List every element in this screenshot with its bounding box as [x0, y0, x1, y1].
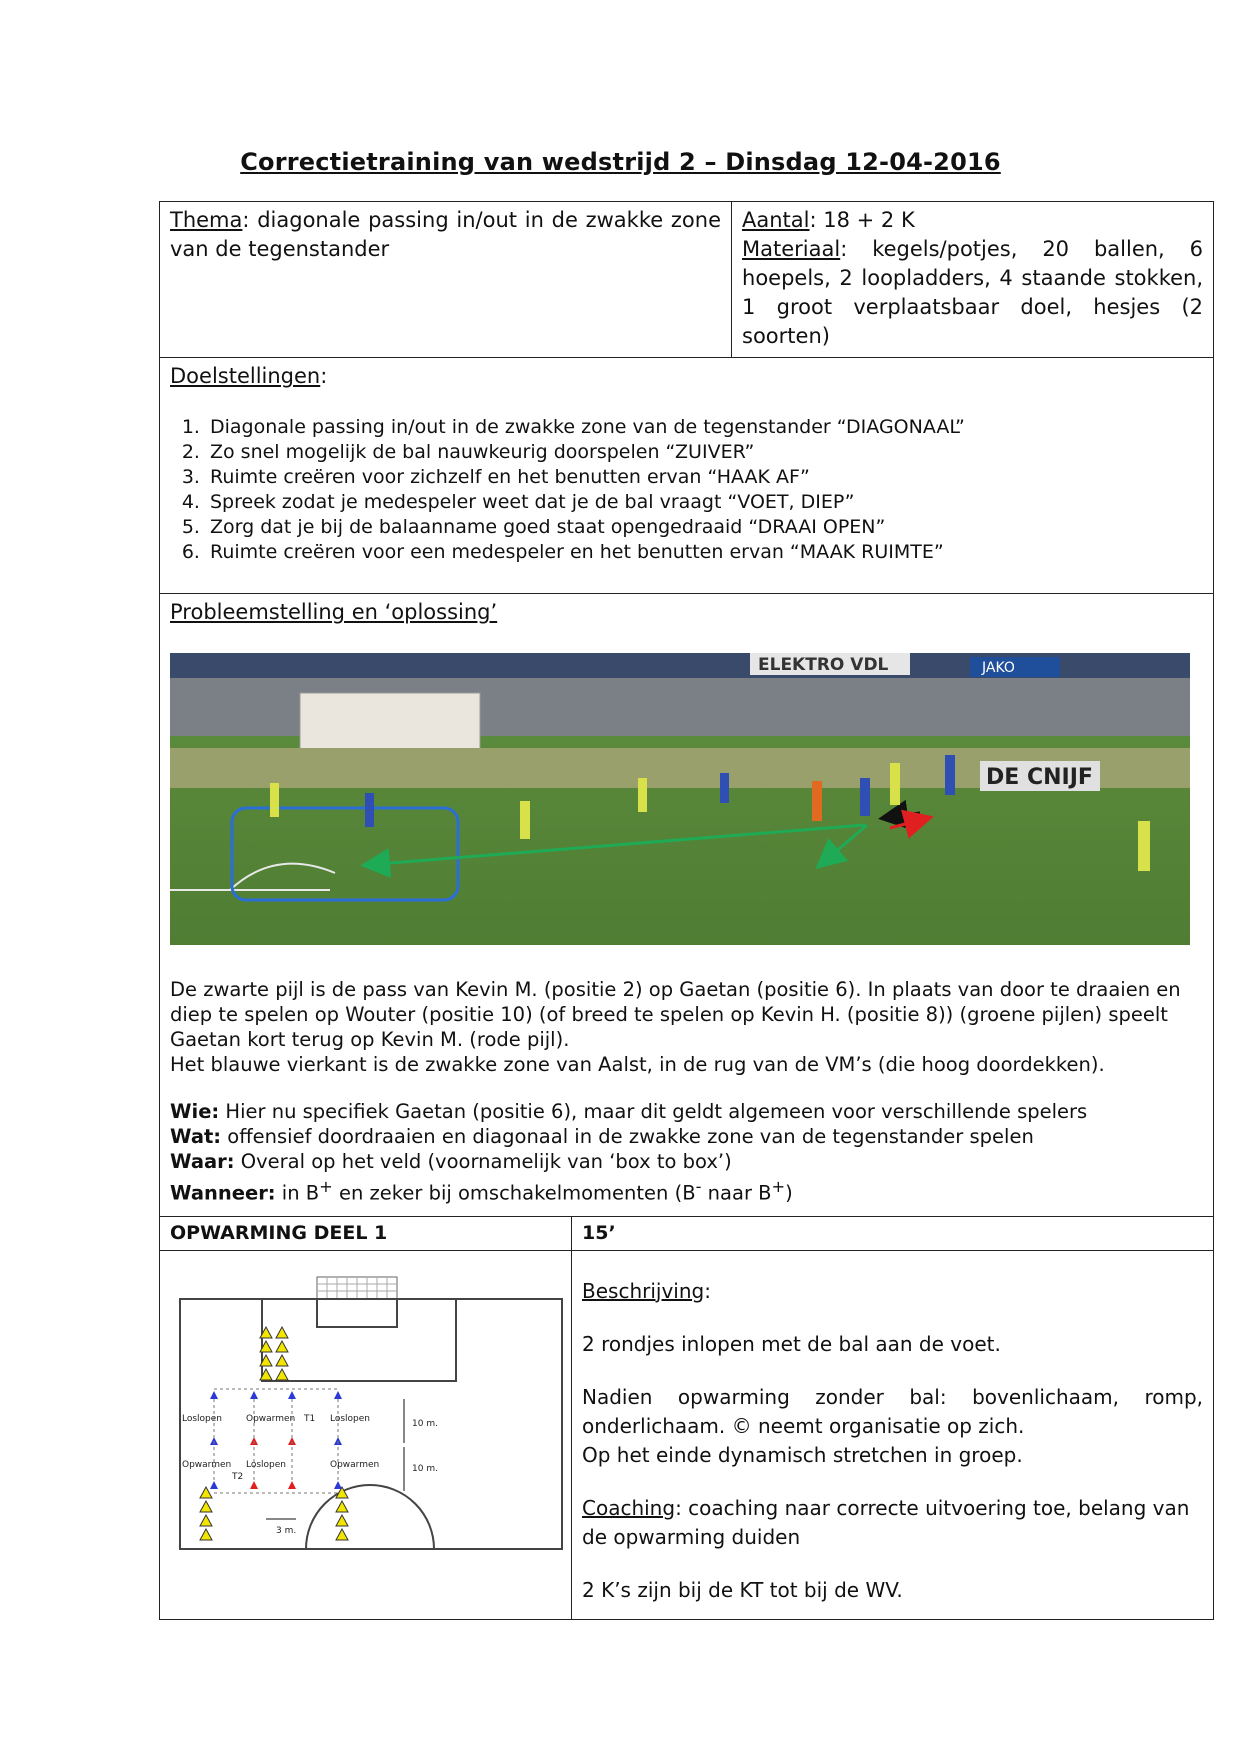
opwarming-duration: 15’ — [582, 1221, 616, 1244]
page-title: Correctietraining van wedstrijd 2 – Dinsdag 12-04-2016 — [240, 148, 1001, 176]
doelstellingen-cell — [160, 358, 1214, 594]
wanneer-text-c: naar B — [701, 1181, 772, 1205]
goal-item: 2. Zo snel mogelijk de bal nauwkeurig doorspelen “ZUIVER” — [206, 440, 1203, 465]
wanneer-line — [170, 1174, 1203, 1206]
label-opwarmen-1: Opwarmen — [246, 1413, 296, 1424]
training-table — [159, 201, 1214, 1620]
doelstellingen-colon: : — [320, 364, 328, 388]
explanation-paragraph-2: Het blauwe vierkant is de zwakke zone van Aalst, in de rug van de VM’s (die hoog doordekken). — [170, 1053, 1105, 1076]
label-opwarmen-2: Opwarmen — [182, 1459, 232, 1470]
coaching-text: : coaching naar correcte uitvoering toe, belang van de opwarming duiden — [582, 1495, 1190, 1549]
label-3m: 3 m. — [276, 1525, 297, 1536]
label-loslopen-1: Loslopen — [182, 1413, 223, 1424]
warmup-p4: 2 K’s zijn bij de KT tot bij de WV. — [582, 1577, 903, 1602]
label-t1: T1 — [304, 1413, 316, 1424]
diagram-cell — [160, 1250, 572, 1619]
aantal-materiaal-cell — [732, 202, 1214, 358]
goal-item: 1. Diagonale passing in/out in de zwakke zone van de tegenstander “DIAGONAAL” — [206, 415, 1203, 440]
goals-list — [170, 415, 1203, 565]
goal-item: 3. Ruimte creëren voor zichzelf en het benutten ervan “HAAK AF” — [206, 465, 1203, 490]
materiaal-text: : kegels/potjes, 20 ballen, 6 hoepels, 2 loopladders, 4 staande stokken, 1 groot verplaatsbaar doel, hesjes (2 soorten) — [742, 237, 1204, 348]
wie-label: Wie: — [170, 1100, 220, 1123]
field-outline — [180, 1299, 562, 1549]
wie-text: Hier nu specifiek Gaetan (positie 6), maar dit geldt algemeen voor verschillende spelers — [219, 1100, 1088, 1123]
wat-line — [170, 1124, 1203, 1149]
wanneer-text-d: ) — [785, 1181, 793, 1205]
wat-text: offensief doordraaien en diagonaal in de zwakke zone van de tegenstander spelen — [221, 1125, 1034, 1148]
explanation-paragraph-1: De zwarte pijl is de pass van Kevin M. (positie 2) op Gaetan (positie 6). In plaats van door te draaien en diep te spelen op Wouter (positie 10) (of breed te spelen op Kevin H. (positie 8)) (groene pijlen) speelt Gaetan kort terug op Kevin M. (rode pijl). — [170, 978, 1181, 1051]
warmup-p3: Op het einde dynamisch stretchen in groep. — [582, 1442, 1023, 1467]
banner-board — [300, 693, 480, 751]
materiaal-label: Materiaal — [742, 237, 841, 261]
goal-item: 5. Zorg dat je bij de balaanname goed staat opengedraaid “DRAAI OPEN” — [206, 515, 1203, 540]
doelstellingen-label: Doelstellingen — [170, 364, 321, 388]
warmup-p1: 2 rondjes inlopen met de bal aan de voet. — [582, 1331, 1001, 1356]
board-cnijf-text: DE CNIJF — [986, 765, 1093, 790]
wanneer-text-b: en zeker bij omschakelmomenten (B — [332, 1181, 696, 1205]
coaching-line — [582, 1494, 1203, 1552]
wanneer-label: Wanneer: — [170, 1181, 276, 1205]
goal-item: 4. Spreek zodat je medespeler weet dat je de bal vraagt “VOET, DIEP” — [206, 490, 1203, 515]
thema-cell — [160, 202, 732, 358]
label-10m-2: 10 m. — [412, 1463, 438, 1474]
sup-plus: + — [319, 1177, 333, 1196]
label-opwarmen-3: Opwarmen — [330, 1459, 380, 1470]
sup-plus: + — [771, 1177, 786, 1196]
thema-label: Thema — [170, 208, 243, 232]
label-loslopen-2: Loslopen — [330, 1413, 371, 1424]
warmup-text-cell — [572, 1250, 1214, 1619]
goal-item: 6. Ruimte creëren voor een medespeler en het benutten ervan “MAAK RUIMTE” — [206, 540, 1203, 565]
thema-text: : diagonale passing in/out in de zwakke zone van de tegenstander — [170, 208, 722, 261]
label-loslopen-3: Loslopen — [246, 1459, 287, 1470]
label-t2: T2 — [232, 1471, 244, 1482]
match-photo — [170, 653, 1190, 945]
board-elektro-text: ELEKTRO VDL — [758, 655, 889, 675]
probleem-cell — [160, 594, 1214, 1217]
waar-label: Waar: — [170, 1150, 235, 1173]
opwarming-heading-cell — [160, 1216, 572, 1250]
wie-line — [170, 1099, 1203, 1124]
opwarming-duration-cell — [572, 1216, 1214, 1250]
label-10m-1: 10 m. — [412, 1418, 438, 1429]
wanneer-text-a: in B — [275, 1181, 320, 1205]
waar-line — [170, 1149, 1203, 1174]
coaching-label: Coaching — [582, 1495, 676, 1520]
beschrijving-label: Beschrijving — [582, 1278, 705, 1303]
sup-minus: - — [695, 1177, 702, 1196]
waar-text: Overal op het veld (voornamelijk van ‘box to box’) — [234, 1150, 732, 1173]
board-jako-text: JAKO — [982, 660, 1015, 676]
opwarming-heading: OPWARMING DEEL 1 — [170, 1221, 388, 1244]
aantal-label: Aantal — [742, 208, 810, 232]
warmup-p2: Nadien opwarming zonder bal: bovenlichaam, romp, onderlichaam. © neemt organisatie op zich. — [582, 1384, 1204, 1438]
wat-label: Wat: — [170, 1125, 222, 1148]
aantal-text: : 18 + 2 K — [809, 208, 915, 232]
beschrijving-colon: : — [704, 1278, 711, 1303]
probleem-heading: Probleemstelling en ‘oplossing’ — [170, 600, 498, 624]
beschrijving-line — [582, 1277, 1203, 1306]
warmup-diagram — [174, 1275, 566, 1553]
